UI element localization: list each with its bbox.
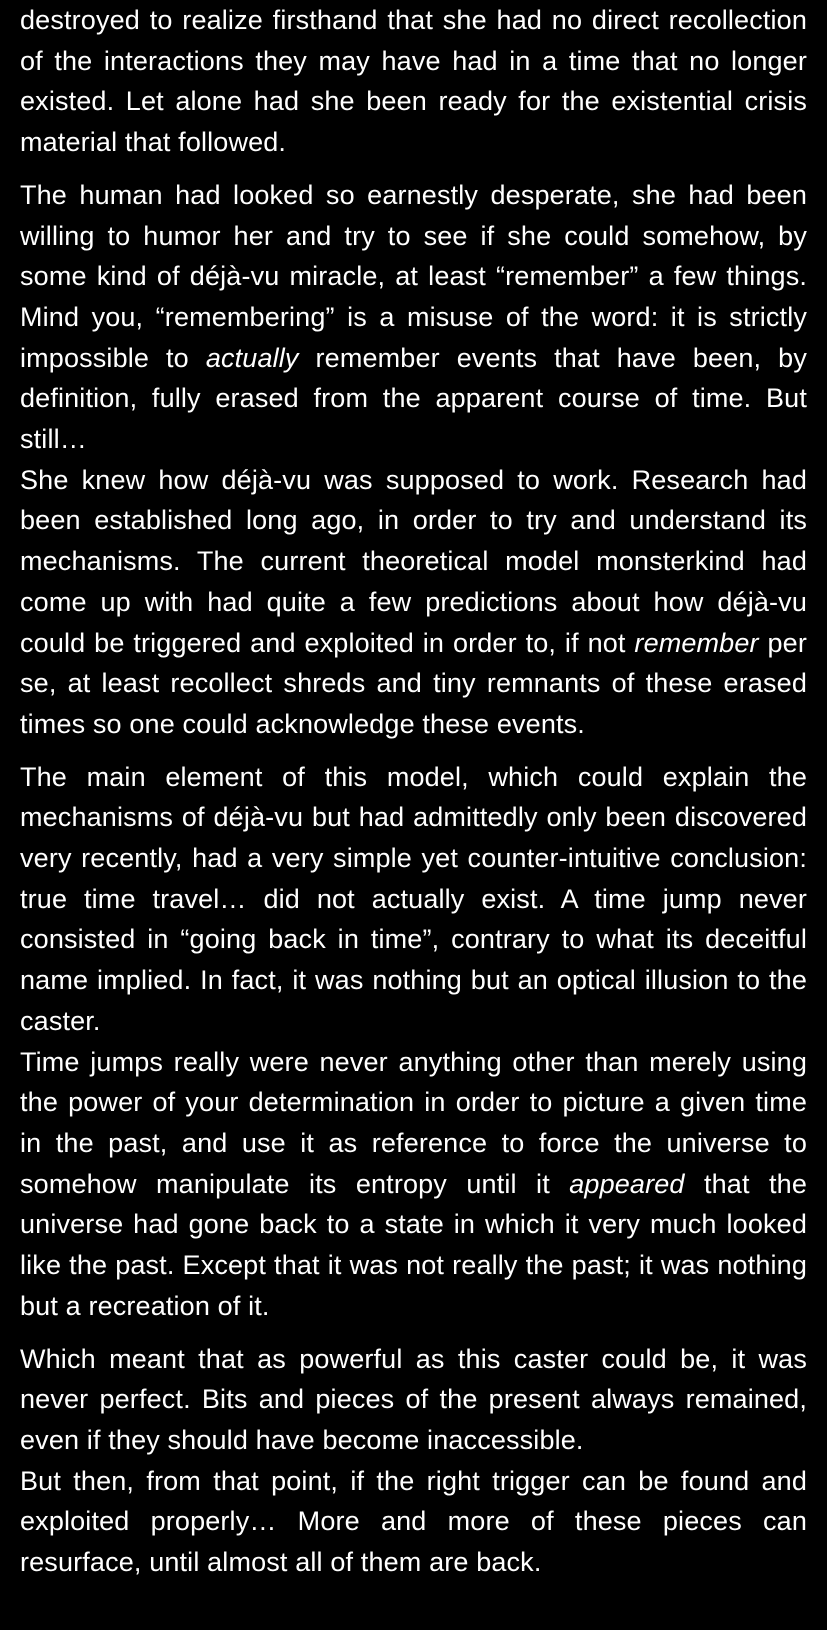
paragraph-text: She knew how déjà-vu was supposed to work. Research had been established long ago, in order to try and understand its mechanisms. The current theoretical model monsterkind had come up with had quite a few predictions about how déjà-vu could be triggered and exploited in order to, if not (20, 464, 807, 658)
paragraph-5 (20, 1042, 807, 1327)
emphasis-appeared: appeared (569, 1168, 685, 1199)
paragraph-text: But then, from that point, if the right trigger can be found and exploited properly… More and more of these pieces can resurface, until almost all of them are back. (20, 1465, 807, 1578)
paragraph-2 (20, 175, 807, 460)
paragraph-text: destroyed to realize firsthand that she had no direct recollection of the interactions they may have had in a time that no longer existed. Let alone had she been ready for the existential crisis material that followed. (20, 5, 807, 158)
paragraph-text: remember events that have been, by definition, fully erased from the apparent course of time. But still… (20, 342, 807, 455)
paragraph-7 (20, 1461, 807, 1583)
paragraph-text: Which meant that as powerful as this caster could be, it was never perfect. Bits and pieces of the present always remained, even if they should have become inaccessible. (20, 1343, 807, 1455)
paragraph-text: Time jumps really were never anything other than merely using the power of your determination in order to picture a given time in the past, and use it as reference to force the universe to somehow manipulate its entropy until it (20, 1046, 807, 1199)
paragraph-text: The human had looked so earnestly desperate, she had been willing to humor her and try to see if she could somehow, by some kind of déjà-vu miracle, at least “remember” a few things. Mind you, “remembering” is a misuse of the word: it is strictly impossible to (20, 179, 807, 373)
paragraph-text: per se, at least recollect shreds and tiny remnants of these erased times so one could acknowledge these events. (20, 627, 807, 739)
emphasis-actually: actually (205, 342, 299, 373)
paragraph-1 (20, 0, 807, 163)
emphasis-remember: remember (634, 627, 759, 658)
paragraph-text: that the universe had gone back to a state in which it very much looked like the past. Except that it was not really the past; it was nothing but a recreation of it. (20, 1168, 807, 1321)
document-page (20, 0, 807, 1583)
paragraph-3 (20, 460, 807, 745)
paragraph-4 (20, 757, 807, 1042)
paragraph-text: The main element of this model, which could explain the mechanisms of déjà-vu but had admittedly only been discovered very recently, had a very simple yet counter-intuitive conclusion: true time travel… did not actually exist. A time jump never consisted in “going back in time”, contrary to what its deceitful name implied. In fact, it was nothing but an optical illusion to the caster. (20, 761, 807, 1036)
paragraph-6 (20, 1339, 807, 1461)
